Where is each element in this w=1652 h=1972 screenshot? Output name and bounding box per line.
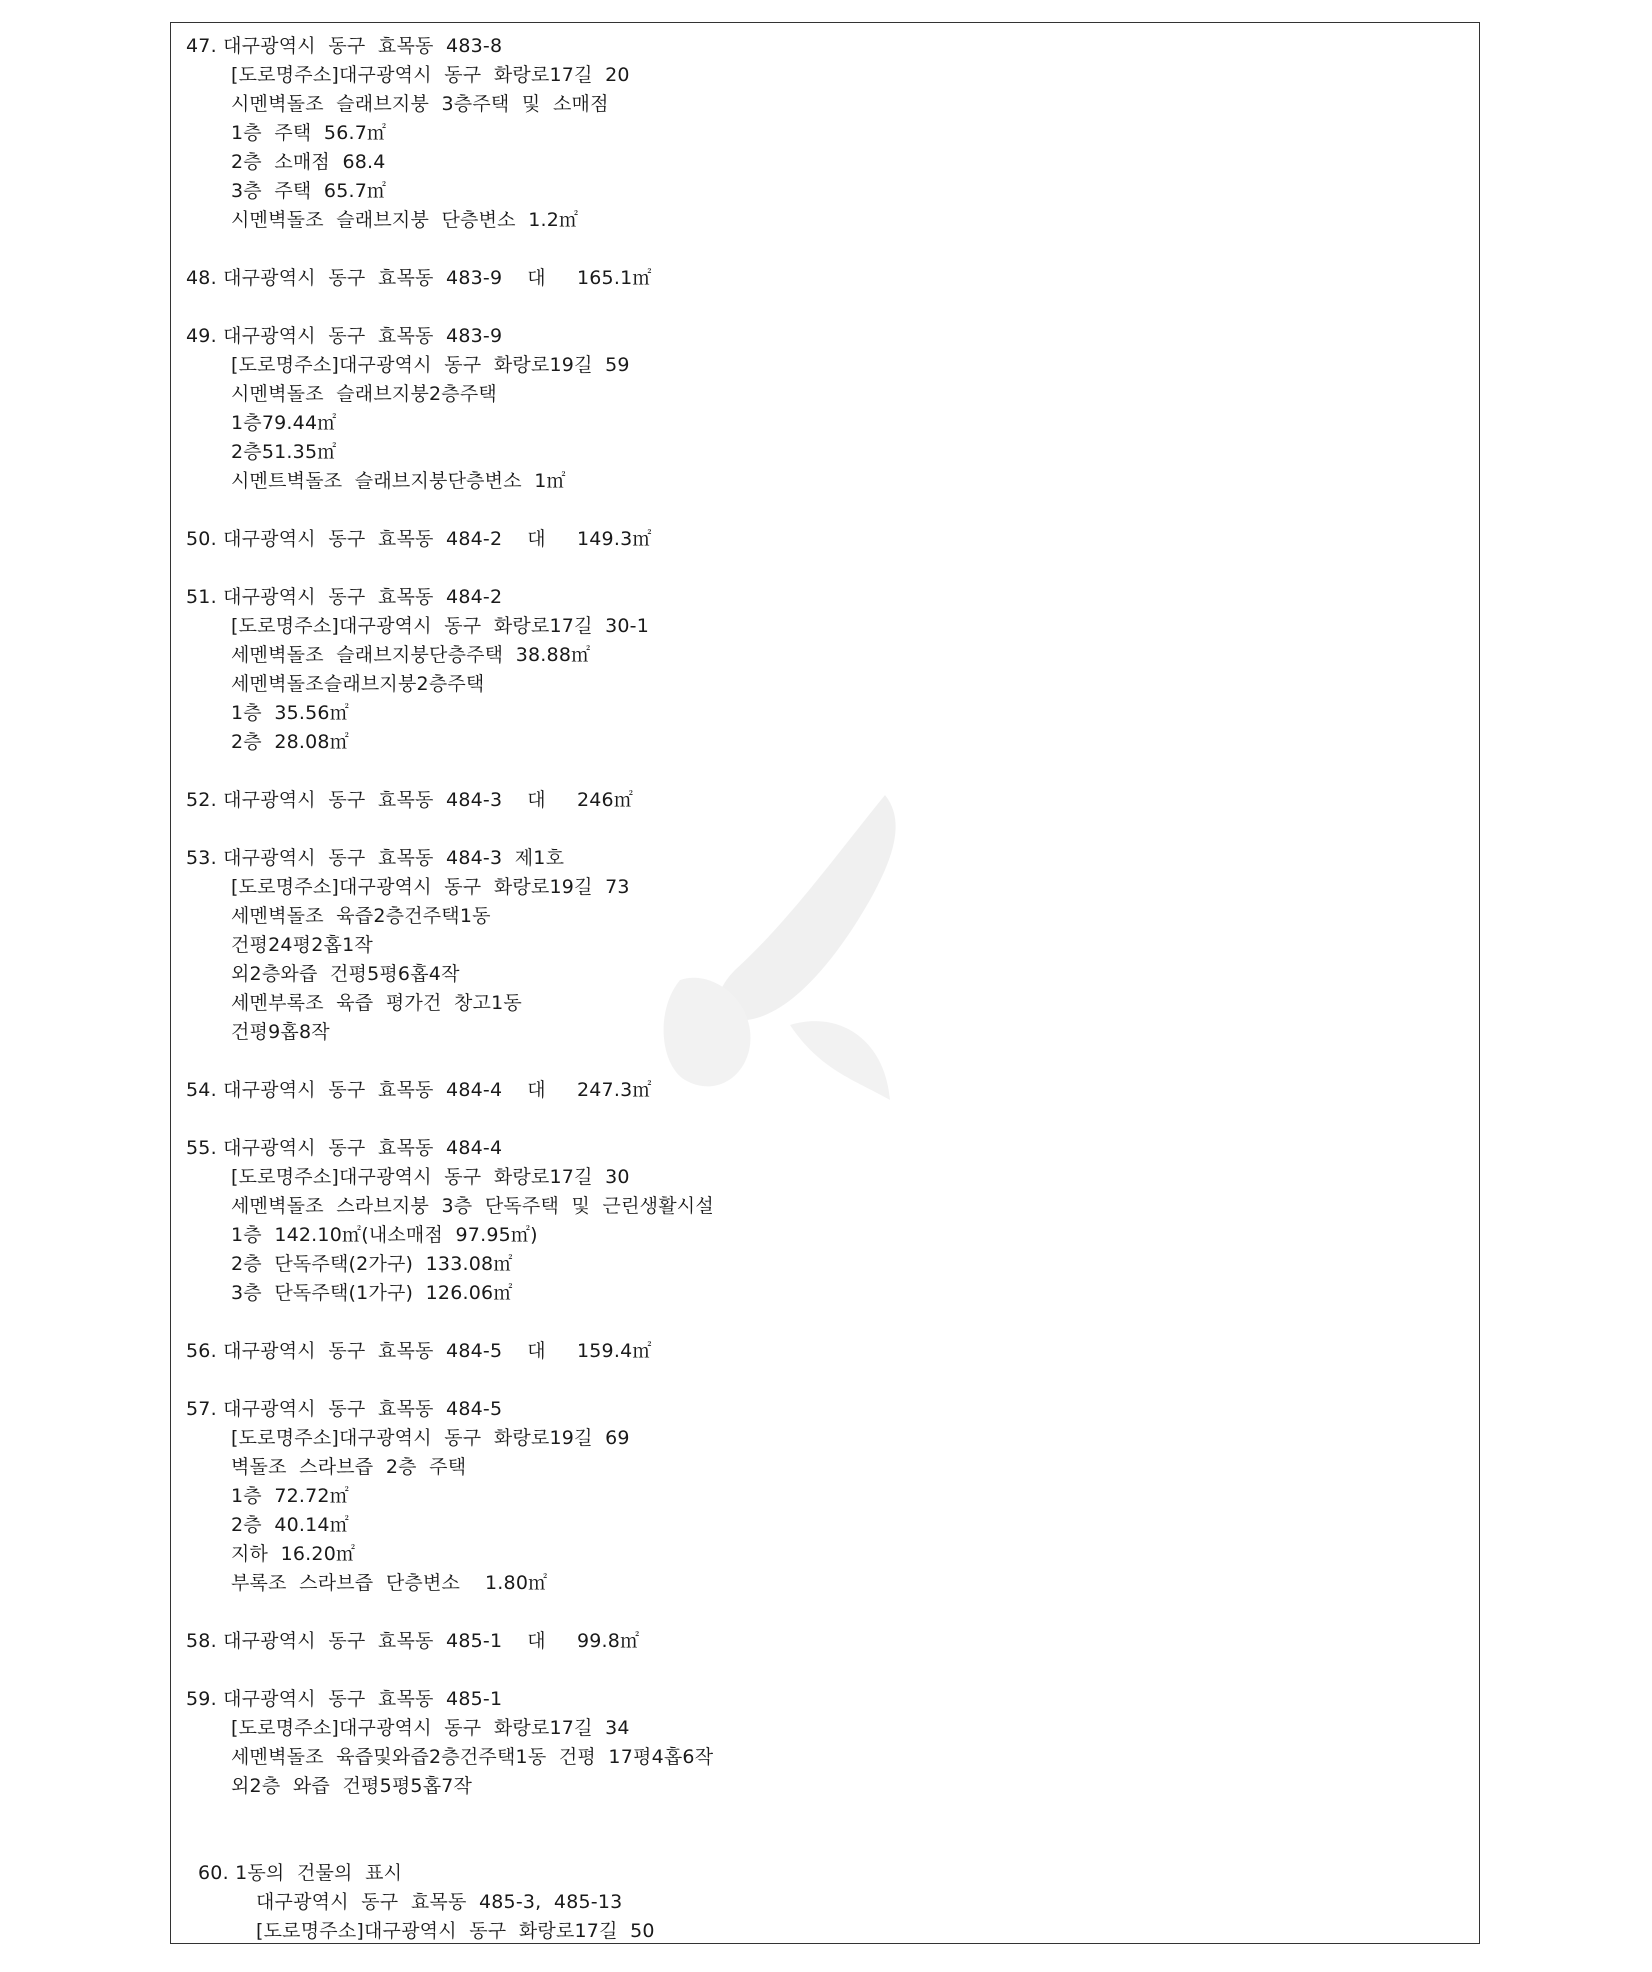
- building-section: [186, 1859, 1446, 1946]
- entry-line: 1층 72.72㎡: [231, 1485, 349, 1507]
- entry-address: 대구광역시 동구 효목동 484-4 대 247.3㎡: [223, 1079, 652, 1101]
- property-list: [186, 32, 1446, 1946]
- list-item: [186, 1627, 1446, 1656]
- entry-number: 52.: [186, 789, 217, 811]
- entry-line: [도로명주소]대구광역시 동구 화랑로19길 69: [231, 1427, 630, 1449]
- entry-line: 2층51.35㎡: [231, 441, 337, 463]
- entry-number: 53.: [186, 847, 217, 869]
- entry-line: 세멘벽돌조 육즙2층건주택1동: [231, 905, 491, 927]
- entry-number: 55.: [186, 1137, 217, 1159]
- entry-line: [도로명주소]대구광역시 동구 화랑로17길 30: [231, 1166, 630, 1188]
- entry-line: 세멘벽돌조슬래브지붕2층주택: [231, 673, 485, 695]
- entry-line: 지하 16.20㎡: [231, 1543, 356, 1565]
- entry-line: [도로명주소]대구광역시 동구 화랑로19길 73: [231, 876, 630, 898]
- entry-address: 대구광역시 동구 효목동 484-3 제1호: [223, 847, 565, 869]
- entry-heading: [186, 32, 1446, 61]
- entry-line: 세멘벽돌조 육즙및와즙2층건주택1동 건평 17평4홉6작: [231, 1746, 714, 1768]
- entry-line: 외2층 와즙 건평5평5홉7작: [231, 1775, 473, 1797]
- entry-address: 대구광역시 동구 효목동 484-4: [223, 1137, 503, 1159]
- entry-line: [도로명주소]대구광역시 동구 화랑로17길 34: [231, 1717, 630, 1739]
- entry-heading: [186, 786, 1446, 815]
- entry-address: 대구광역시 동구 효목동 484-3 대 246㎡: [223, 789, 634, 811]
- entry-line: 1층 주택 56.7㎡: [231, 122, 387, 144]
- entry-line: 건평24평2홉1작: [231, 934, 373, 956]
- entry-number: 48.: [186, 267, 217, 289]
- entry-number: 51.: [186, 586, 217, 608]
- entry-heading: [186, 1395, 1446, 1424]
- entry-address: 대구광역시 동구 효목동 484-2: [223, 586, 503, 608]
- entry-heading: [186, 1134, 1446, 1163]
- list-item: [186, 1685, 1446, 1801]
- entry-address: 대구광역시 동구 효목동 484-5 대 159.4㎡: [223, 1340, 652, 1362]
- entry-line: 2층 소매점 68.4: [231, 151, 386, 173]
- entry-number: 57.: [186, 1398, 217, 1420]
- entry-number: 49.: [186, 325, 217, 347]
- entry-line: 건평9홉8작: [231, 1021, 330, 1043]
- list-item: [186, 844, 1446, 1047]
- entry-address: 대구광역시 동구 효목동 483-9: [223, 325, 503, 347]
- list-item: [186, 1395, 1446, 1598]
- entry-line: 2층 40.14㎡: [231, 1514, 349, 1536]
- entry-number: 50.: [186, 528, 217, 550]
- entry-line: 시멘벽돌조 슬래브지붕 3층주택 및 소매점: [231, 93, 609, 115]
- entry-heading: [186, 1337, 1446, 1366]
- entry-heading: [186, 583, 1446, 612]
- entry-address: 대구광역시 동구 효목동 484-5: [223, 1398, 503, 1420]
- entry-line: 시멘벽돌조 슬래브지붕 단층변소 1.2㎡: [231, 209, 579, 231]
- entry-heading: [186, 1627, 1446, 1656]
- entry-line: 세멘부록조 육즙 평가건 창고1동: [231, 992, 522, 1014]
- entry-number: 56.: [186, 1340, 217, 1362]
- list-item: [186, 1134, 1446, 1308]
- entry-line: 2층 28.08㎡: [231, 731, 349, 753]
- section-title: 1동의 건물의 표시: [235, 1862, 403, 1884]
- entry-line: 3층 단독주택(1가구) 126.06㎡: [231, 1282, 513, 1304]
- list-item: [186, 525, 1446, 554]
- entry-heading: [186, 1685, 1446, 1714]
- entry-line: 시멘트벽돌조 슬래브지붕단층변소 1㎡: [231, 470, 566, 492]
- entry-line: 1층79.44㎡: [231, 412, 337, 434]
- list-item: [186, 1337, 1446, 1366]
- entry-heading: [186, 525, 1446, 554]
- entry-heading: [186, 264, 1446, 293]
- entry-address: 대구광역시 동구 효목동 483-8: [223, 35, 503, 57]
- entry-address: 대구광역시 동구 효목동 485-1: [223, 1688, 503, 1710]
- entry-line: 시멘벽돌조 슬래브지붕2층주택: [231, 383, 497, 405]
- list-item: [186, 322, 1446, 496]
- section-heading: [198, 1859, 1446, 1888]
- entry-address: 대구광역시 동구 효목동 484-2 대 149.3㎡: [223, 528, 652, 550]
- entry-line: 벽돌조 스라브즙 2층 주택: [231, 1456, 467, 1478]
- entry-line: [도로명주소]대구광역시 동구 화랑로17길 30-1: [231, 615, 650, 637]
- entry-line: 1층 142.10㎡(내소매점 97.95㎡): [231, 1224, 538, 1246]
- entry-number: 58.: [186, 1630, 217, 1652]
- list-item: [186, 32, 1446, 235]
- entry-line: 대구광역시 동구 효목동 485-3, 485-13: [256, 1891, 623, 1913]
- entry-line: 1층 35.56㎡: [231, 702, 349, 724]
- entry-address: 대구광역시 동구 효목동 485-1 대 99.8㎡: [223, 1630, 640, 1652]
- entry-line: 3층 주택 65.7㎡: [231, 180, 387, 202]
- list-item: [186, 264, 1446, 293]
- list-item: [186, 1076, 1446, 1105]
- entry-line: 부록조 스라브즙 단층변소 1.80㎡: [231, 1572, 548, 1594]
- entry-line: 세멘벽돌조 스라브지붕 3층 단독주택 및 근린생활시설: [231, 1195, 714, 1217]
- entry-number: 54.: [186, 1079, 217, 1101]
- list-item: [186, 786, 1446, 815]
- entry-number: 60.: [198, 1862, 229, 1884]
- entry-heading: [186, 1076, 1446, 1105]
- entry-number: 47.: [186, 35, 217, 57]
- entry-line: 2층 단독주택(2가구) 133.08㎡: [231, 1253, 513, 1275]
- entry-heading: [186, 844, 1446, 873]
- entry-number: 59.: [186, 1688, 217, 1710]
- list-item: [186, 583, 1446, 757]
- entry-line: 외2층와즙 건평5평6홉4작: [231, 963, 460, 985]
- entry-line: 세멘벽돌조 슬래브지붕단층주택 38.88㎡: [231, 644, 591, 666]
- entry-heading: [186, 322, 1446, 351]
- entry-line: [도로명주소]대구광역시 동구 화랑로17길 50: [256, 1920, 655, 1942]
- entry-line: [도로명주소]대구광역시 동구 화랑로17길 20: [231, 64, 630, 86]
- entry-address: 대구광역시 동구 효목동 483-9 대 165.1㎡: [223, 267, 652, 289]
- entry-line: [도로명주소]대구광역시 동구 화랑로19길 59: [231, 354, 630, 376]
